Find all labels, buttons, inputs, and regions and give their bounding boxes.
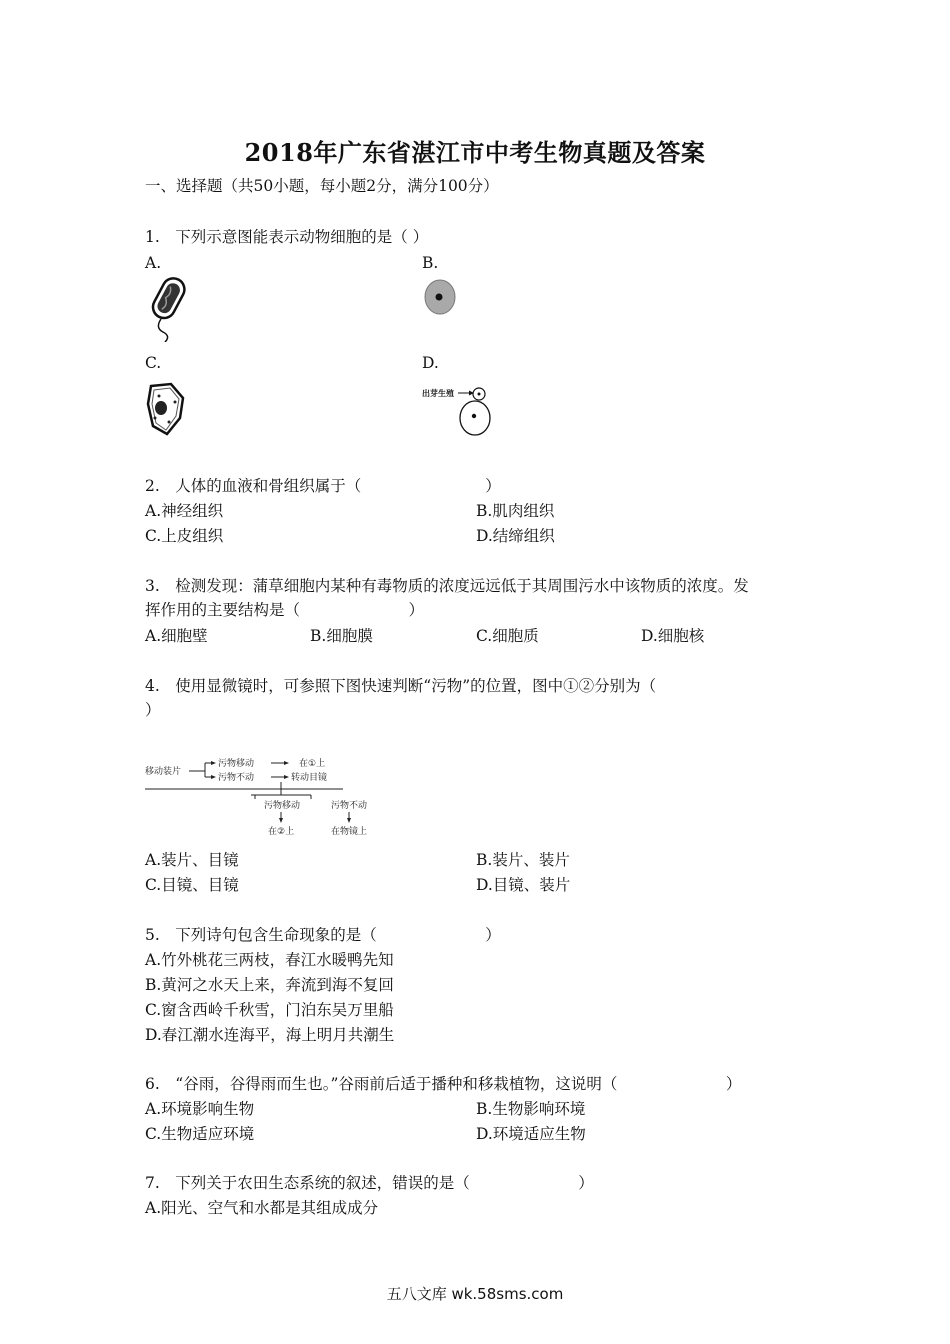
q3-option-a: A.细胞壁 — [145, 627, 208, 645]
q2-option-a: A.神经组织 — [145, 502, 224, 520]
q4-option-a: A.装片、目镜 — [145, 851, 239, 869]
flow-start: 移动装片 — [145, 767, 182, 777]
q2-option-d: D.结缔组织 — [476, 527, 555, 545]
q6-option-b: B.生物影响环境 — [476, 1100, 586, 1118]
q7-option-a: A.阳光、空气和水都是其组成成分 — [145, 1199, 379, 1217]
q6-stem: 6. “谷雨，谷得雨而生也。”谷雨前后适于播种和移栽植物，这说明（ ） — [145, 1075, 742, 1093]
q4-option-d: D.目镜、装片 — [476, 876, 571, 894]
q5-option-b: B.黄河之水天上来，奔流到海不复回 — [145, 976, 394, 994]
q4-stem-line1: 4. 使用显微镜时，可参照下图快速判断“污物”的位置，图中①②分别为（ — [145, 677, 657, 695]
q2-option-b: B.肌肉组织 — [476, 502, 555, 520]
q2-stem: 2. 人体的血液和骨组织属于（ ） — [145, 477, 501, 495]
document-title: 2018年广东省湛江市中考生物真题及答案 — [244, 138, 706, 167]
footer-watermark: 五八文库 wk.58sms.com — [386, 1285, 564, 1303]
q1-option-b: B. — [422, 254, 439, 272]
q7-stem: 7. 下列关于农田生态系统的叙述，错误的是（ ） — [145, 1174, 594, 1192]
q1-option-d: D. — [422, 354, 439, 372]
q2-option-c: C.上皮组织 — [145, 527, 224, 545]
flow-result-3: 在物镜上 — [331, 827, 368, 837]
flow-action: 转动目镜 — [291, 773, 328, 783]
q4-stem-line2: ） — [145, 701, 161, 719]
q1-option-c: C. — [145, 354, 162, 372]
q3-option-d: D.细胞核 — [641, 627, 705, 645]
q6-option-c: C.生物适应环境 — [145, 1125, 255, 1143]
flow-still-2: 污物不动 — [331, 801, 368, 811]
bacterium-figure — [145, 276, 195, 342]
section-heading: 一、选择题（共50小题，每小题2分，满分100分） — [145, 177, 499, 195]
flow-result-2: 在②上 — [268, 827, 295, 837]
microscope-flowchart — [143, 752, 383, 840]
q1-option-a: A. — [145, 254, 162, 272]
q3-stem-line1: 3. 检测发现：蒲草细胞内某种有毒物质的浓度远远低于其周围污水中该物质的浓度。发 — [145, 577, 749, 595]
flow-moves-2: 污物移动 — [264, 801, 301, 811]
q5-stem: 5. 下列诗句包含生命现象的是（ ） — [145, 926, 501, 944]
q5-option-d: D.春江潮水连海平，海上明月共潮生 — [145, 1026, 395, 1044]
q3-option-c: C.细胞质 — [476, 627, 539, 645]
q6-option-d: D.环境适应生物 — [476, 1125, 586, 1143]
flow-still-1: 污物不动 — [218, 773, 255, 783]
q4-option-c: C.目镜、目镜 — [145, 876, 239, 894]
budding-yeast-figure — [422, 383, 497, 439]
q3-stem-line2: 挥作用的主要结构是（ ） — [145, 601, 425, 619]
q4-option-b: B.装片、装片 — [476, 851, 570, 869]
q1-stem: 1. 下列示意图能表示动物细胞的是（ ） — [145, 228, 429, 246]
budding-label: 出芽生殖 — [422, 389, 454, 398]
plant-cell-figure — [145, 382, 190, 438]
q3-option-b: B.细胞膜 — [310, 627, 373, 645]
q5-option-a: A.竹外桃花三两枝，春江水暖鸭先知 — [145, 951, 394, 969]
q6-option-a: A.环境影响生物 — [145, 1100, 255, 1118]
q5-option-c: C.窗含西岭千秋雪，门泊东吴万里船 — [145, 1001, 394, 1019]
flow-result-1: 在①上 — [299, 759, 326, 769]
animal-cell-figure — [422, 278, 462, 318]
flow-moves-1: 污物移动 — [218, 759, 255, 769]
